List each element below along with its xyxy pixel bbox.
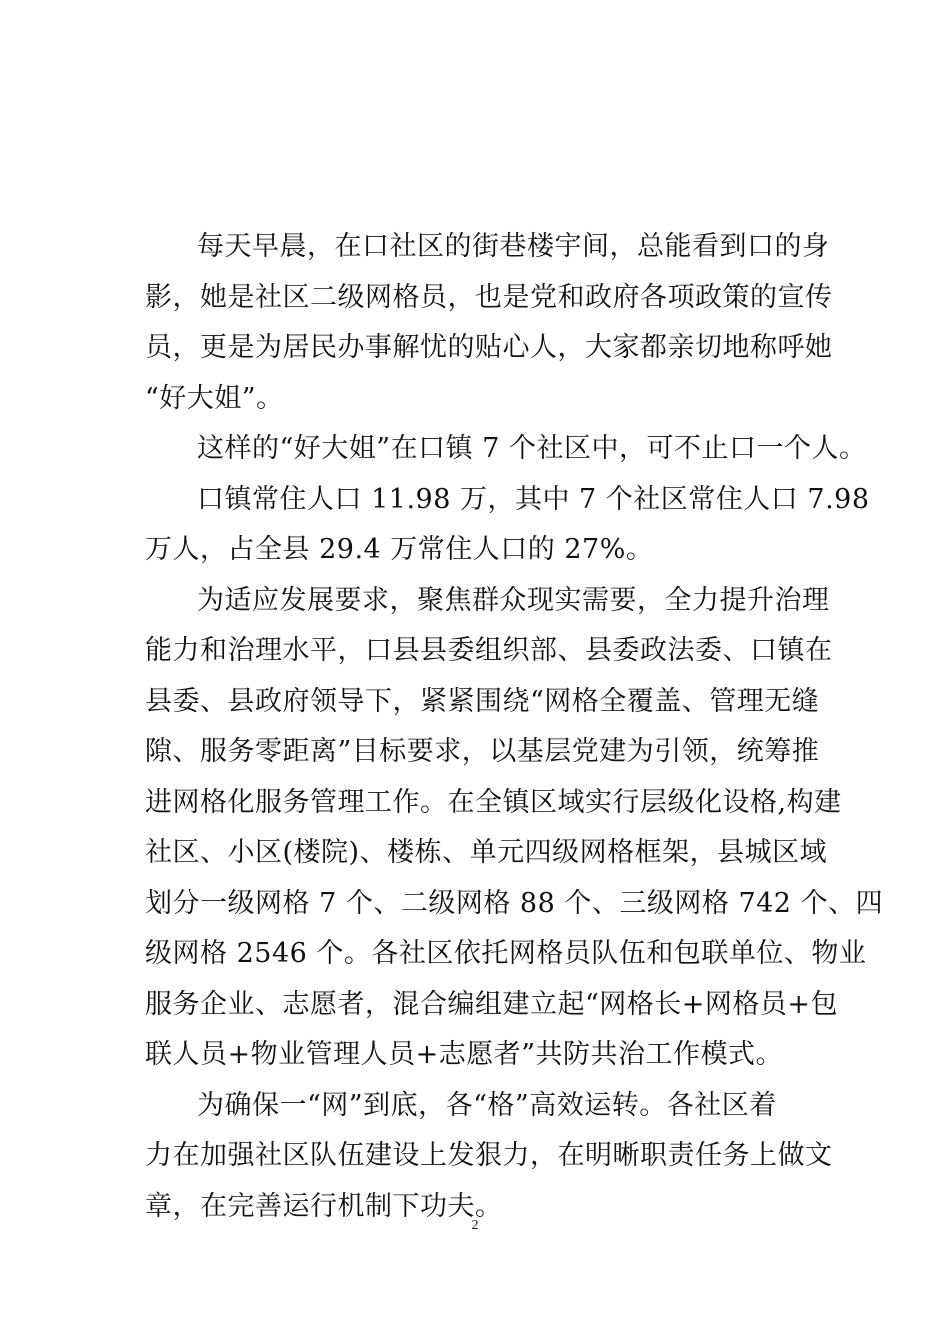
text-line: 为适应发展要求，聚焦群众现实需要，全力提升治理 (197, 584, 830, 616)
text-line: 划分一级网格 7 个、二级网格 88 个、三级网格 742 个、四 (145, 887, 884, 919)
text-line: 能力和治理水平，口县县委组织部、县委政法委、口镇在 (145, 635, 833, 666)
paragraph-1 (145, 222, 833, 424)
text-line: 级网格 2546 个。各社区依托网格员队伍和包联单位、物业 (145, 938, 867, 969)
document-body (145, 222, 884, 1232)
text-line: 每天早晨，在口社区的街巷楼宇间，总能看到口的身 (197, 231, 830, 262)
text-line: “好大姐”。 (145, 382, 284, 414)
text-line: 章，在完善运行机制下功夫。 (145, 1190, 503, 1222)
text-line: 影，她是社区二级网格员，也是党和政府各项政策的宣传 (145, 281, 833, 313)
paragraph-3 (145, 475, 870, 576)
text-line: 这样的“好大姐”在口镇 7 个社区中，可不止口一个人。 (197, 433, 867, 464)
text-line: 县委、县政府领导下，紧紧围绕“网格全覆盖、管理无缝 (145, 685, 820, 717)
text-line: 隙、服务零距离”目标要求，以基层党建为引领，统筹推 (145, 736, 820, 767)
text-line: 联人员+物业管理人员+志愿者”共防共治工作模式。 (145, 1039, 784, 1070)
text-line: 力在加强社区队伍建设上发狠力，在明晰职责任务上做文 (145, 1140, 833, 1171)
paragraph-2 (145, 424, 867, 475)
page-number: 2 (471, 1218, 479, 1233)
text-line: 进网格化服务管理工作。在全镇区域实行层级化设格,构建 (145, 786, 842, 818)
text-line: 万人，占全县 29.4 万常住人口的 27%。 (145, 534, 654, 565)
text-line: 口镇常住人口 11.98 万，其中 7 个社区常住人口 7.98 (197, 483, 870, 515)
paragraph-5 (145, 1081, 833, 1233)
paragraph-4 (145, 576, 884, 1081)
text-line: 员，更是为居民办事解忧的贴心人，大家都亲切地称呼她 (145, 332, 833, 363)
text-line: 社区、小区(楼院)、楼栋、单元四级网格框架，县城区域 (145, 837, 828, 868)
text-line: 服务企业、志愿者，混合编组建立起“网格长+网格员+包 (145, 988, 839, 1020)
text-line: 为确保一“网”到底，各“格”高效运转。各社区着 (197, 1089, 777, 1121)
